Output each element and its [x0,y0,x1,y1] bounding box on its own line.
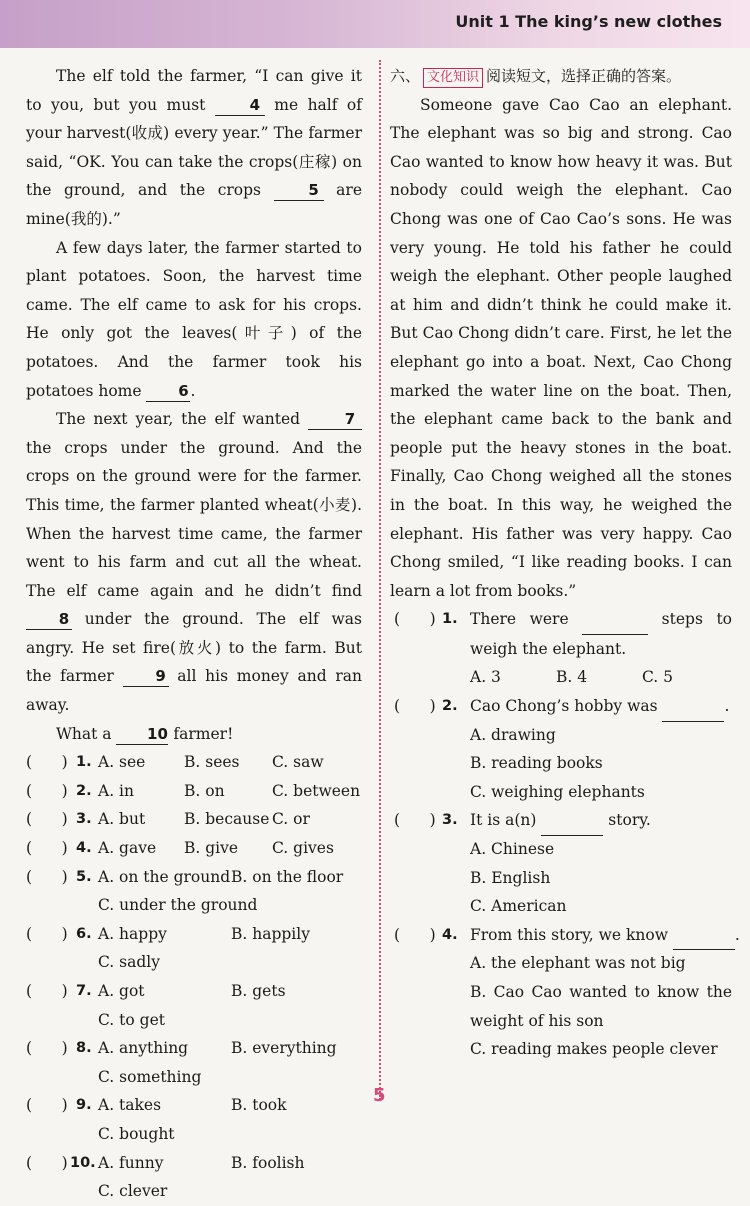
passage-paragraph-3: The next year, the elf wanted 7 the crops under the ground. And the crops on the ground were for the farmer. This time, the farmer planted wheat(小麦). When the harvest time came, the farmer went to his farm and cut all the wheat. The elf came again and he didn’t find 8 under the ground. The elf was angry. He set fire(放火) to the farm. But the farmer 9 all his money and ran away. [26,410,362,715]
question-9-option-c-row [26,1120,362,1149]
passage-paragraph-1: The elf told the farmer, “I can give it to you, but you must 4 me half of your harvest(收成) every year.” The farmer said, “OK. You can take the crops(庄稼) on the ground, and the crops 5 are mine(我的).” [26,67,363,228]
answer-box[interactable]: ( ) [26,1039,68,1058]
blank-4: 4 [215,95,265,116]
blank-6: 6 [146,381,190,402]
question-5: ( ) 5. A. on the ground B. on the floor [26,863,362,892]
option-c: C. between [272,781,361,800]
question-10: ( ) 10. A. funny B. foolish [26,1149,362,1178]
option-a: A. but [98,810,146,829]
question-7-option-c-row [26,1006,362,1035]
option-b: B. sees [184,753,240,772]
option-c: C. 5 [642,668,674,687]
option-a: A. takes [98,1096,162,1115]
question-3: ( ) 3. A. but B. because C. or [26,805,362,834]
option-b: B. took [231,1096,287,1115]
option-a: A. in [98,781,134,800]
answer-box[interactable]: ( ) [26,982,68,1000]
option-b: B. on [184,781,225,800]
question-7: ( ) 7. A. got B. gets [26,977,362,1006]
option-c: C. bought [98,1124,175,1143]
reading-question-1-options [390,663,732,692]
option-a: A. see [98,753,146,772]
right-column [390,62,740,1064]
answer-box[interactable]: ( ) [394,610,436,629]
question-6-option-c-row [26,948,362,977]
option-b: B. 4 [556,668,588,687]
option-c: C. something [98,1067,202,1086]
answer-box[interactable]: ( ) [26,753,68,772]
page-number: 5 [373,1085,386,1106]
answer-box[interactable]: ( ) [26,781,68,800]
answer-box[interactable]: ( ) [26,1153,68,1172]
option-c: C. reading makes people clever [470,1040,718,1059]
blank-9: 9 [123,666,169,687]
option-b: B. happily [231,924,310,943]
unit-title: Unit 1 The king’s new clothes [455,12,722,31]
answer-box[interactable]: ( ) [26,867,68,886]
reading-question-2: ( ) 2. Cao Chong’s hobby was . [390,692,732,721]
option-a: A. drawing [470,725,556,744]
option-c: C. sadly [98,953,160,972]
option-c: C. under the ground [98,896,258,915]
blank-5: 5 [274,180,324,201]
option-a: A. 3 [470,668,501,687]
option-a: A. gave [98,839,157,858]
option-c: C. weighing elephants [470,782,645,801]
answer-box[interactable]: ( ) [26,839,68,858]
blank-10: 10 [116,724,168,745]
option-c: C. clever [98,1182,168,1201]
option-c: C. to get [98,1010,165,1029]
question-9: ( ) 9. A. takes B. took [26,1091,362,1120]
question-8: ( ) 8. A. anything B. everything [26,1034,362,1063]
option-b: B. reading books [470,754,603,773]
option-c: C. gives [272,839,334,858]
answer-box[interactable]: ( ) [26,810,68,829]
option-b: B. on the floor [231,867,344,886]
option-b: B. English [470,868,551,887]
option-a: A. Chinese [470,840,555,859]
question-8-option-c-row [26,1063,362,1092]
option-a: A. got [98,982,145,1000]
answer-box[interactable]: ( ) [394,925,436,944]
question-6: ( ) 6. A. happy B. happily [26,920,362,949]
option-b: B. give [184,839,239,858]
section-heading: 六、 文化知识 阅读短文，选择正确的答案。 [390,62,732,91]
answer-box[interactable]: ( ) [394,811,436,830]
question-5-option-c-row [26,891,362,920]
reading-question-3: ( ) 3. It is a(n) story. [390,806,732,835]
option-c: C. American [470,897,567,916]
reading-question-1: ( ) 1. There were steps to weigh the elephant. [390,605,732,663]
reading-question-4: ( ) 4. From this story, we know . [390,921,732,950]
section-tag: 文化知识 [423,68,483,88]
option-a: A. anything [98,1039,189,1058]
answer-box[interactable]: ( ) [26,924,68,943]
blank-7: 7 [308,409,362,430]
option-b: B. foolish [231,1153,305,1172]
left-column [26,62,362,1206]
option-b: B. Cao Cao wanted to know the weight of his son [470,983,732,1030]
option-a: A. on the ground [98,867,231,886]
option-c: C. saw [272,753,324,772]
answer-box[interactable]: ( ) [26,1096,68,1115]
option-a: A. funny [98,1153,164,1172]
option-b: B. everything [231,1039,337,1058]
option-a: A. the elephant was not big [470,954,686,973]
option-c: C. or [272,810,310,829]
question-2: ( ) 2. A. in B. on C. between [26,777,362,806]
passage-paragraph-2: A few days later, the farmer started to plant potatoes. Soon, the harvest time came. The elf came to ask for his crops. He only got the leaves(叶子) of the potatoes. And the farmer took his potatoes home 6 . [26,238,362,400]
option-a: A. happy [98,924,167,943]
option-b: B. gets [231,982,286,1000]
reading-passage: Someone gave Cao Cao an elephant. The elephant was so big and strong. Cao Cao wanted to know how heavy it was. But nobody could weigh the elephant. Cao Chong was one of Cao Cao’s sons. He was very young. He told his father he could weigh the elephant. Other people laughed at him and didn’t think he could make it. But Cao Chong didn’t care. First, he let the elephant go into a boat. Next, Cao Chong marked the water line on the boat. Then, the elephant came back to the bank and people put the heavy stones in the boat. Finally, Cao Chong weighed all the stones in the boat. In this way, he weighed the elephant. His father was very happy. Cao Chong smiled, “I like reading books. I can learn a lot from books.” [390,95,732,600]
question-10-option-c-row [26,1177,362,1206]
option-b: B. because [184,810,270,829]
question-4: ( ) 4. A. gave B. give C. gives [26,834,362,863]
answer-box[interactable]: ( ) [394,697,436,716]
passage-paragraph-4: What a 10 farmer! [56,724,234,743]
blank-8: 8 [26,609,72,630]
question-1: ( ) 1. A. see B. sees C. saw [26,748,362,777]
column-divider [379,60,381,1100]
